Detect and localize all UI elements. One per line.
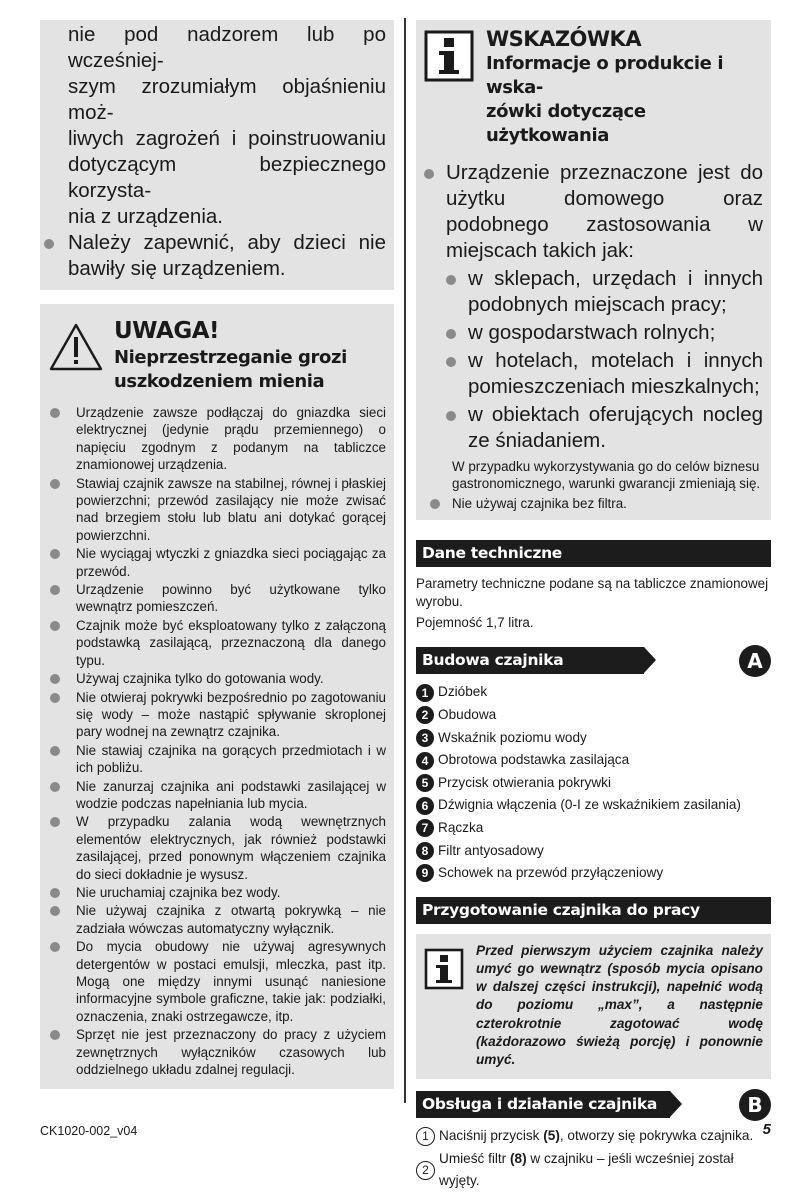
list-item — [424, 160, 763, 454]
info-subtitle-2: zówki dotyczące użytkowania — [486, 101, 646, 146]
warning-titles — [114, 316, 347, 394]
warning-subtitle-1: Nieprzestrzeganie grozi — [114, 347, 347, 368]
number-badge: 4 — [416, 752, 434, 770]
list-item — [416, 794, 771, 817]
number-badge: 9 — [416, 864, 434, 882]
part-label: Dzióbek — [438, 684, 488, 700]
line: dotyczącym bezpiecznego korzysta- — [68, 153, 386, 202]
part-label: Schowek na przewód przyłączeniowy — [438, 865, 664, 881]
item-text: Nie stawiaj czajnika na gorących przedmiotach i w ich pobliżu. — [76, 742, 386, 776]
filter-bullet — [424, 495, 763, 512]
figure-letter-b: B — [739, 1089, 771, 1121]
item-text: Nie zanurzaj czajnika ani podstawki zasilającej w wodzie podczas napełniania lub mycia. — [76, 778, 386, 811]
list-item — [48, 742, 386, 777]
part-label: Obrotowa podstawka zasilająca — [438, 752, 630, 768]
section-heading-build — [416, 647, 644, 674]
usage-list — [424, 160, 763, 454]
bullet-dot — [446, 275, 456, 285]
bullet-dot — [50, 888, 60, 898]
item-text: w obiektach oferujących nocleg ze śniadaniem. — [468, 403, 763, 452]
list-item — [48, 938, 386, 1025]
left-column — [40, 20, 394, 1089]
item-text: w sklepach, urzędach i innych podobnych miejscach pracy; — [468, 267, 763, 316]
bullet-dot — [50, 906, 60, 916]
sub-list-item — [446, 402, 763, 454]
bullet-dot — [50, 782, 60, 792]
number-badge: 2 — [416, 706, 434, 724]
list-item — [416, 772, 771, 795]
list-item — [48, 813, 386, 883]
bullet-dot — [50, 585, 60, 595]
item-text: w gospodarstwach rolnych; — [468, 321, 716, 344]
safety-continuation-box — [40, 20, 394, 290]
part-ref: (8) — [510, 1150, 527, 1166]
number-badge: 6 — [416, 797, 434, 815]
list-item — [48, 670, 386, 687]
info-header — [424, 26, 763, 148]
bullet-dot — [50, 408, 60, 418]
item-text: w hotelach, motelach i innych pomieszczeniach mieszkalnych; — [468, 349, 763, 398]
part-label: Przycisk otwierania pokrywki — [438, 774, 611, 790]
list-item — [48, 475, 386, 545]
bullet-dot — [50, 1030, 60, 1040]
list-item — [416, 862, 771, 885]
line: szym zrozumiałym objaśnieniu moż- — [68, 75, 386, 124]
item-text: Nie uruchamiaj czajnika bez wody. — [76, 884, 281, 900]
part-label: Obudowa — [438, 707, 497, 723]
build-heading-row — [416, 647, 771, 677]
info-title: WSKAZÓWKA — [486, 27, 642, 51]
number-badge: 8 — [416, 842, 434, 860]
warning-box — [40, 304, 394, 1089]
text-part: w czajniku – jeśli wcześniej został wyjęty. — [439, 1150, 734, 1189]
list-item — [48, 404, 386, 474]
text-part: Naciśnij przycisk — [439, 1128, 544, 1144]
step-text — [439, 1148, 771, 1193]
item-text: Sprzęt nie jest przeznaczony do pracy z użyciem zewnętrznych wyłączników czasowych lub oddzielnego układu zdalnej regulacji. — [76, 1027, 386, 1078]
item-text: Używaj czajnika tylko do gotowania wody. — [76, 671, 324, 687]
part-label: Wskaźnik poziomu wody — [438, 729, 587, 745]
item-text: Urządzenie powinno być użytkowane tylko wewnątrz pomieszczeń. — [76, 582, 386, 615]
bullet-dot — [50, 621, 60, 631]
warning-triangle-icon — [48, 322, 104, 372]
item-text: Urządzenie przeznaczone jest do użytku domowego oraz podobnego zastosowania w miejscach takich jak: — [446, 161, 763, 262]
tech-paragraph: Parametry techniczne podane są na tabliczce znamionowej wyrobu. — [416, 576, 769, 609]
heading-arrow — [670, 1091, 682, 1117]
sub-list-item — [446, 320, 763, 346]
capacity-paragraph: Pojemność 1,7 litra. — [416, 615, 534, 631]
bullet-dot — [50, 479, 60, 489]
parts-list — [416, 681, 771, 884]
info-icon — [424, 30, 474, 82]
bullet-dot — [446, 357, 456, 367]
list-item — [48, 778, 386, 813]
item-text: Nie używaj czajnika z otwartą pokrywką – nie zadziała wówczas automatyczny wyłącznik. — [76, 903, 386, 936]
line: bawiły się urządzeniem. — [68, 257, 286, 280]
prep-info-box — [416, 934, 771, 1079]
item-text: Nie wyciągaj wtyczki z gniazdka sieci pociągając za przewód. — [76, 546, 386, 579]
line: nie pod nadzorem lub po wcześniej- — [68, 23, 386, 72]
warranty-note: W przypadku wykorzystywania go do celów biznesu gastronomicznego, warunki gwarancji zmieniają się. — [452, 459, 761, 492]
step-number: 2 — [416, 1161, 435, 1180]
list-item — [416, 817, 771, 840]
list-item — [48, 902, 386, 937]
bullet-dot — [446, 411, 456, 421]
part-label: Dźwignia włączenia (0-I ze wskaźnikiem zasilania) — [438, 797, 741, 813]
figure-letter-a: A — [739, 645, 771, 677]
bullet-dot — [50, 674, 60, 684]
part-label: Rączka — [438, 820, 484, 835]
list-item — [48, 1026, 386, 1078]
number-badge: 1 — [416, 684, 434, 702]
part-label: Filtr antyosadowy — [438, 842, 544, 858]
section-heading-tech: Dane techniczne — [416, 540, 771, 567]
list-item — [416, 1148, 771, 1193]
column-divider — [404, 18, 406, 1103]
steps-list — [416, 1125, 771, 1193]
sub-list-item — [446, 266, 763, 318]
info-icon — [424, 948, 464, 990]
section-heading-prep: Przygotowanie czajnika do pracy — [416, 897, 771, 924]
bullet-dot — [50, 942, 60, 952]
warning-title: UWAGA! — [114, 318, 219, 344]
step-number: 1 — [416, 1127, 435, 1146]
page-number: 5 — [762, 1121, 771, 1138]
list-item — [48, 689, 386, 741]
continuation-text — [68, 22, 386, 230]
info-titles — [486, 26, 763, 148]
item-text: Nie otwieraj pokrywki bezpośrednio po zagotowaniu się wody – może nastąpić spływanie skroplonej pary wodnej na zewnątrz czajnika. — [76, 689, 386, 740]
document-code: CK1020-002_v04 — [40, 1124, 138, 1138]
heading-arrow — [644, 647, 656, 673]
text-part: Umieść filtr — [439, 1150, 510, 1166]
item-text: Stawiaj czajnik zawsze na stabilnej, równej i płaskiej powierzchni; przewód zasilający nie może zwisać nad brzegiem stołu lub blatu ani dotykać gorącej powierzchni. — [76, 475, 386, 543]
list-item — [416, 840, 771, 863]
right-column — [416, 20, 771, 1193]
bullet-dot — [50, 817, 60, 827]
item-text: Urządzenie zawsze podłączaj do gniazdka sieci elektrycznej (jedynie prądu przemiennego) o napięciu zgodnym z podanym na tabliczce znamionowej urządzenia. — [76, 405, 386, 473]
sub-list — [446, 266, 763, 454]
item-text: Do mycia obudowy nie używaj agresywnych detergentów w postaci emulsji, mleczka, past itp. Mogą one między innymi usunąć naniesione informacyjne symbole graficzne, takie jak: podziałki, oznaczenia, znaki ostrzegawcze, itp. — [76, 939, 386, 1024]
bullet-dot — [44, 239, 54, 249]
part-ref: (5) — [543, 1128, 560, 1144]
number-badge: 7 — [416, 819, 434, 837]
list-item — [416, 1125, 771, 1148]
list-item — [416, 749, 771, 772]
bullet-dot — [50, 549, 60, 559]
info-box — [416, 20, 771, 520]
children-bullet — [40, 230, 386, 282]
text-part: , otworzy się pokrywka czajnika. — [559, 1128, 754, 1144]
list-item — [48, 884, 386, 901]
bullet-dot — [50, 693, 60, 703]
list-item — [416, 727, 771, 750]
line: nia z urządzenia. — [68, 205, 223, 228]
prep-text: Przed pierwszym użyciem czajnika należy umyć go wewnątrz (sposób mycia opisano w dalszej części instrukcji), napełnić wodą do poziomu „max”, a następnie czterokrotnie zagotować wodę (każdorazowo świeżą porcję) i ponownie umyć. — [476, 942, 763, 1067]
heading-text: Obsługa i działanie czajnika — [422, 1095, 657, 1114]
warning-list — [48, 404, 386, 1078]
item-text: Czajnik może być eksploatowany tylko z załączoną podstawką zasilającą, przeznaczoną dla danego typu. — [76, 617, 386, 668]
operation-heading-row — [416, 1091, 771, 1121]
step-text — [439, 1125, 753, 1148]
bullet-dot — [430, 499, 440, 509]
number-badge: 5 — [416, 774, 434, 792]
list-item — [48, 581, 386, 616]
bullet-dot — [50, 746, 60, 756]
warning-header — [48, 316, 386, 394]
item-text: Nie używaj czajnika bez filtra. — [452, 495, 627, 511]
info-subtitle-1: Informacje o produkcie i wska- — [486, 53, 724, 98]
list-item — [48, 617, 386, 669]
warning-subtitle-2: uszkodzeniem mienia — [114, 371, 325, 392]
line: liwych zagrożeń i poinstruowaniu — [68, 127, 386, 150]
list-item — [48, 545, 386, 580]
number-badge: 3 — [416, 729, 434, 747]
bullet-dot — [424, 169, 434, 179]
heading-text: Budowa czajnika — [422, 651, 564, 670]
list-item — [416, 704, 771, 727]
line: Należy zapewnić, aby dzieci nie — [68, 231, 386, 254]
list-item — [416, 681, 771, 704]
item-text: W przypadku zalania wodą wewnętrznych elementów elektrycznych, jak również podstawki zasilającej, przed ponownym włączeniem czajnika do sieci dokładnie je wysusz. — [76, 814, 386, 882]
section-heading-operation — [416, 1091, 670, 1118]
sub-list-item — [446, 348, 763, 400]
bullet-dot — [446, 329, 456, 339]
